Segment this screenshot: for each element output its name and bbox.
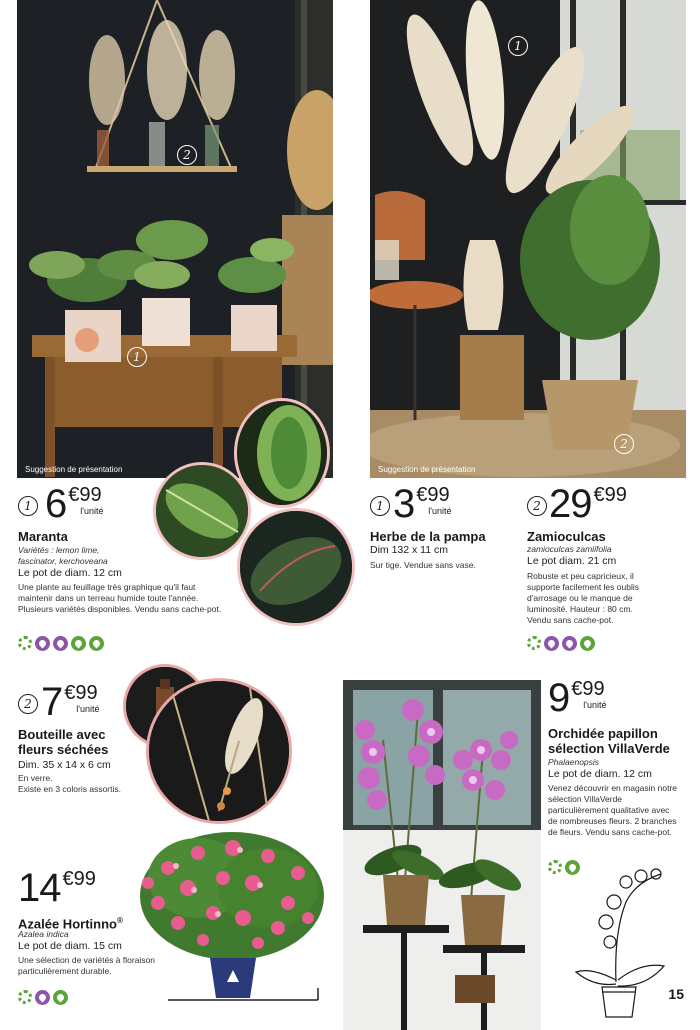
maranta-text: Une plante au feuillage très graphique qu'il faut maintenir dans un terreau humide toute l'année. Plusieurs variétés disponibles. Vendu sans cache-pot. — [18, 582, 222, 614]
bouteille-badge: 2 — [18, 694, 38, 714]
bouteille-price — [41, 682, 99, 722]
azalee-photo — [128, 828, 334, 1008]
price-integer: 3 — [393, 482, 415, 526]
price-unit: l'unité — [583, 700, 607, 710]
zamioculcas-pot: Le pot diam. 21 cm — [527, 555, 617, 567]
bouteille-name-line-1: Bouteille avec — [18, 727, 106, 742]
azalee-text: Une sélection de variétés à floraison particulièrement durable. — [18, 955, 156, 976]
maranta-badge: 1 — [18, 496, 38, 516]
price-integer: 9 — [548, 676, 570, 720]
maranta-care-icons — [18, 636, 104, 651]
orchid-line-drawing — [566, 862, 676, 1022]
maranta-description — [18, 545, 228, 615]
zamioculcas-name: Zamioculcas — [527, 529, 606, 544]
bouteille-detail-circle-large — [146, 678, 292, 824]
price-integer: 29 — [549, 482, 592, 526]
orchidee-price — [548, 678, 606, 718]
price-integer: 14 — [18, 866, 61, 910]
azalee-name-text: Azalée Hortinno — [18, 916, 117, 932]
zamioculcas-description — [527, 544, 657, 626]
pot-icon — [53, 636, 68, 651]
pet-safe-icon — [71, 636, 86, 651]
maranta-pot: Le pot de diam. 12 cm — [18, 567, 122, 579]
zamioculcas-text: Robuste et peu capricieux, il supporte facilement les oublis d'arrosage ou le manque de luminosité. Hauteur : 80 cm. Vendu sans cache-pot. — [527, 571, 639, 625]
zamioculcas-price — [549, 484, 627, 524]
azalee-care-icons — [18, 990, 68, 1005]
orchidee-name — [548, 726, 670, 756]
pot-icon — [562, 636, 577, 651]
pampa-name: Herbe de la pampa — [370, 529, 486, 544]
pet-safe-icon — [53, 990, 68, 1005]
price-cents: €99 — [416, 484, 450, 506]
temperature-icon — [35, 636, 50, 651]
bouteille-text-1: En verre. — [18, 773, 53, 783]
orchidee-text: Venez découvrir en magasin notre sélection VillaVerde particulièrement qualitative avec de nombreuses fleurs. 2 branches de fleurs. Vendu sans cache-pot. — [548, 783, 677, 837]
temperature-icon — [35, 990, 50, 1005]
zamioculcas-care-icons — [527, 636, 595, 651]
pampa-badge: 1 — [370, 496, 390, 516]
orchidee-latin: Phalaenopsis — [548, 757, 600, 767]
bouteille-text-2: Existe en 3 coloris assortis. — [18, 784, 121, 794]
maranta-varieties-2: fascinator, kerchoveana — [18, 556, 108, 566]
page-number: 15 — [668, 986, 684, 1002]
sun-icon — [527, 636, 541, 650]
price-unit: l'unité — [76, 704, 100, 714]
price-integer: 7 — [41, 680, 63, 724]
orchidee-description — [548, 757, 678, 838]
price-cents: €99 — [62, 868, 96, 890]
price-unit: l'unité — [428, 506, 452, 516]
maranta-detail-circle-2 — [234, 398, 330, 508]
price-unit: l'unité — [80, 506, 104, 516]
pampa-zamioculcas-photo — [370, 0, 686, 478]
maranta-detail-circle-3 — [237, 508, 355, 626]
zamioculcas-latin: zamioculcas zamiifolia — [527, 544, 612, 554]
presentation-caption: Suggestion de présentation — [378, 465, 476, 474]
pampa-text: Sur tige. Vendue sans vase. — [370, 560, 476, 570]
bouteille-description — [18, 759, 138, 795]
photo-badge-2: 2 — [177, 145, 197, 165]
sun-icon — [18, 636, 32, 650]
sun-icon — [18, 990, 32, 1004]
zamioculcas-badge: 2 — [527, 496, 547, 516]
price-cents: €99 — [593, 484, 627, 506]
price-cents: €99 — [64, 682, 98, 704]
water-drop-icon — [89, 636, 104, 651]
bouteille-name — [18, 727, 108, 757]
photo-badge-2: 2 — [614, 434, 634, 454]
maranta-price — [45, 484, 103, 524]
presentation-caption: Suggestion de présentation — [25, 465, 123, 474]
registered-mark: ® — [116, 916, 123, 925]
maranta-varieties: Variétés : lemon lime, — [18, 545, 100, 555]
temperature-icon — [544, 636, 559, 651]
orchidee-name-line-1: Orchidée papillon — [548, 726, 658, 741]
photo-badge-1: 1 — [508, 36, 528, 56]
photo-badge-1: 1 — [127, 347, 147, 367]
pampa-dim: Dim 132 x 11 cm — [370, 544, 448, 556]
water-drop-icon — [580, 636, 595, 651]
sun-icon — [548, 860, 562, 874]
price-cents: €99 — [68, 484, 102, 506]
orchid-photo — [343, 680, 541, 1030]
azalee-latin: Azalea indica — [18, 929, 69, 939]
price-integer: 6 — [45, 482, 67, 526]
azalee-price — [18, 868, 96, 908]
orchidee-name-line-2: sélection VillaVerde — [548, 741, 670, 756]
orchidee-pot: Le pot de diam. 12 cm — [548, 768, 652, 780]
bouteille-dim: Dim. 35 x 14 x 6 cm — [18, 759, 111, 771]
pampa-description — [370, 544, 510, 571]
azalee-pot: Le pot de diam. 15 cm — [18, 940, 122, 952]
bouteille-name-line-2: fleurs séchées — [18, 742, 109, 757]
pampa-price — [393, 484, 451, 524]
price-cents: €99 — [571, 678, 605, 700]
maranta-name: Maranta — [18, 529, 68, 544]
